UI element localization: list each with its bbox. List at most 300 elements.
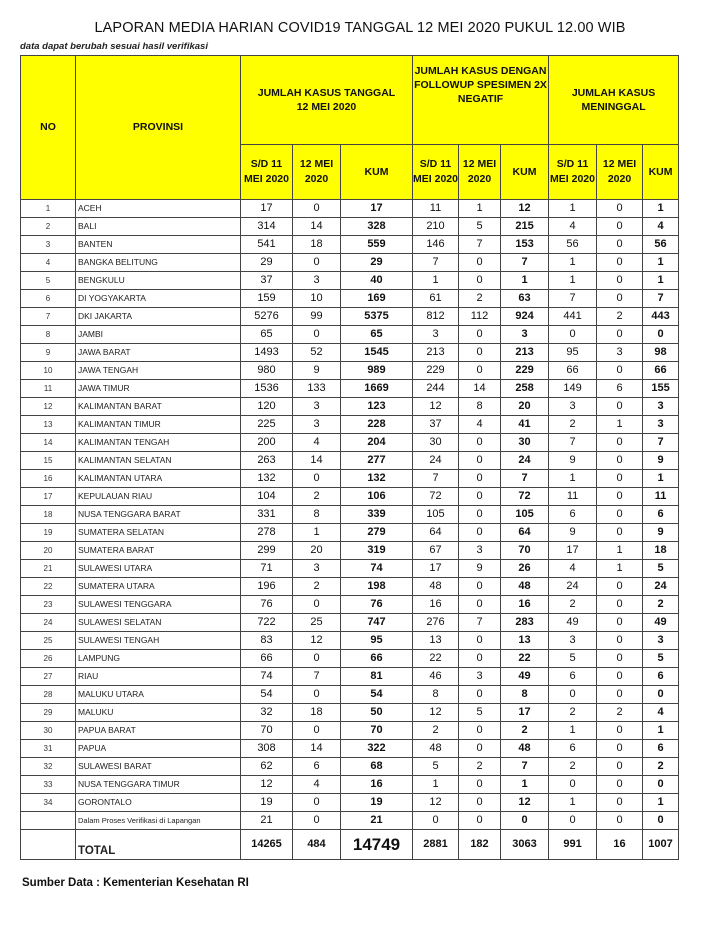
subheader-12-mei: 12 MEI 2020 [293,145,341,200]
data-source: Sumber Data : Kementerian Kesehatan RI [22,877,249,889]
cell-no [21,830,76,860]
cell-kum-negative: 63 [501,290,549,308]
cell-no: 22 [21,578,76,596]
table-row [21,794,679,812]
cell-sd11-deaths: 1 [549,200,597,218]
cell-new-cases: 7 [293,668,341,686]
cell-sd11-cases: 722 [241,614,293,632]
verification-note: data dapat berubah sesuai hasil verifikasi [20,41,208,52]
cell-kum-negative: 7 [501,758,549,776]
cell-new-cases: 2 [293,578,341,596]
cell-new-cases: 0 [293,596,341,614]
cell-sd11-negative: 64 [413,524,459,542]
cell-kum-cases: 328 [341,218,413,236]
cell-provinsi: SULAWESI TENGGARA [76,596,241,614]
cell-kum-deaths: 0 [643,686,679,704]
table-row [21,524,679,542]
cell-kum-cases: 198 [341,578,413,596]
cell-new-deaths: 0 [597,722,643,740]
cell-kum-negative: 48 [501,578,549,596]
cell-kum-cases: 279 [341,524,413,542]
cell-provinsi: SULAWESI BARAT [76,758,241,776]
cell-new-negative: 0 [459,488,501,506]
cell-sd11-cases: 37 [241,272,293,290]
cell-kum-deaths: 1 [643,200,679,218]
cell-new-cases: 3 [293,560,341,578]
cell-sd11-negative: 12 [413,794,459,812]
table-row [21,812,679,830]
cell-sd11-negative: 7 [413,470,459,488]
cell-sd11-deaths: 1 [549,794,597,812]
table-row [21,776,679,794]
cell-no: 10 [21,362,76,380]
cell-kum-deaths: 5 [643,560,679,578]
cell-new-cases: 0 [293,812,341,830]
cell-sd11-deaths: 2 [549,416,597,434]
subheader-kum: KUM [501,145,549,200]
cell-sd11-deaths: 0 [549,326,597,344]
cell-provinsi: NUSA TENGGARA TIMUR [76,776,241,794]
cell-new-deaths: 0 [597,200,643,218]
table-row [21,578,679,596]
cell-sd11-cases: 104 [241,488,293,506]
cell-new-negative: 0 [459,524,501,542]
cell-no: 6 [21,290,76,308]
cell-kum-negative: 64 [501,524,549,542]
cell-new-deaths: 0 [597,758,643,776]
cell-sd11-negative: 11 [413,200,459,218]
cell-sd11-cases: 120 [241,398,293,416]
cell-new-cases: 0 [293,470,341,488]
table-row [21,344,679,362]
table-row [21,434,679,452]
cell-new-cases: 14 [293,452,341,470]
cell-sd11-negative: 0 [413,812,459,830]
cell-provinsi: SULAWESI SELATAN [76,614,241,632]
cell-no: 2 [21,218,76,236]
cell-sd11-deaths: 1 [549,722,597,740]
cell-sd11-negative: 72 [413,488,459,506]
cell-new-deaths: 0 [597,326,643,344]
cell-new-negative: 0 [459,506,501,524]
cell-kum-deaths: 98 [643,344,679,362]
cell-sd11-negative: 61 [413,290,459,308]
cell-no: 23 [21,596,76,614]
cell-new-cases: 6 [293,758,341,776]
cell-sd11-deaths: 95 [549,344,597,362]
cell-sd11-deaths: 6 [549,740,597,758]
table-row [21,596,679,614]
cell-kum-cases: 70 [341,722,413,740]
cell-new-negative: 0 [459,326,501,344]
cell-new-negative: 14 [459,380,501,398]
cell-provinsi: SUMATERA BARAT [76,542,241,560]
cell-sd11-cases: 14265 [241,830,293,860]
cell-sd11-cases: 1536 [241,380,293,398]
cell-new-cases: 3 [293,416,341,434]
cell-kum-negative: 30 [501,434,549,452]
cell-new-negative: 2 [459,758,501,776]
cell-kum-cases: 123 [341,398,413,416]
cell-kum-deaths: 4 [643,704,679,722]
cell-kum-negative: 49 [501,668,549,686]
cell-provinsi: SULAWESI TENGAH [76,632,241,650]
cell-kum-cases: 65 [341,326,413,344]
cell-sd11-deaths: 24 [549,578,597,596]
cell-no: 19 [21,524,76,542]
cell-no: 27 [21,668,76,686]
cell-provinsi: KEPULAUAN RIAU [76,488,241,506]
cell-new-deaths: 0 [597,686,643,704]
cell-provinsi: PAPUA BARAT [76,722,241,740]
cell-provinsi: KALIMANTAN TIMUR [76,416,241,434]
cell-sd11-negative: 105 [413,506,459,524]
cell-kum-cases: 95 [341,632,413,650]
cell-provinsi: KALIMANTAN BARAT [76,398,241,416]
cell-kum-negative: 13 [501,632,549,650]
cell-sd11-cases: 196 [241,578,293,596]
cell-new-deaths: 1 [597,542,643,560]
table-row [21,326,679,344]
cell-sd11-deaths: 3 [549,632,597,650]
cell-new-negative: 1 [459,200,501,218]
cell-new-negative: 0 [459,794,501,812]
cell-new-cases: 4 [293,434,341,452]
cell-new-deaths: 0 [597,452,643,470]
table-row [21,506,679,524]
cell-kum-deaths: 11 [643,488,679,506]
cell-sd11-cases: 225 [241,416,293,434]
cell-kum-cases: 40 [341,272,413,290]
cell-new-negative: 8 [459,398,501,416]
header-group-negative-followup: JUMLAH KASUS DENGAN FOLLOWUP SPESIMEN 2X NEGATIF [413,56,549,145]
cell-sd11-cases: 12 [241,776,293,794]
cell-sd11-deaths: 991 [549,830,597,860]
cell-kum-cases: 339 [341,506,413,524]
table-row [21,362,679,380]
cell-kum-negative: 20 [501,398,549,416]
cell-sd11-cases: 331 [241,506,293,524]
cell-new-cases: 12 [293,632,341,650]
cell-provinsi: KALIMANTAN TENGAH [76,434,241,452]
cell-no: 12 [21,398,76,416]
cell-kum-negative: 8 [501,686,549,704]
cell-kum-cases: 5375 [341,308,413,326]
cell-new-negative: 3 [459,668,501,686]
cell-sd11-negative: 46 [413,668,459,686]
cell-new-negative: 0 [459,686,501,704]
cell-kum-cases: 81 [341,668,413,686]
cell-kum-negative: 72 [501,488,549,506]
cell-provinsi: ACEH [76,200,241,218]
cell-sd11-negative: 146 [413,236,459,254]
cell-sd11-cases: 21 [241,812,293,830]
cell-new-cases: 3 [293,398,341,416]
cell-no: 15 [21,452,76,470]
cell-sd11-cases: 17 [241,200,293,218]
cell-kum-deaths: 0 [643,776,679,794]
cell-sd11-deaths: 0 [549,776,597,794]
subheader-sd-11-mei: S/D 11 MEI 2020 [241,145,293,200]
table-row [21,650,679,668]
cell-no: 25 [21,632,76,650]
cell-no: 20 [21,542,76,560]
cell-kum-cases: 322 [341,740,413,758]
cell-kum-cases: 277 [341,452,413,470]
cell-kum-negative: 153 [501,236,549,254]
cell-kum-negative: 12 [501,200,549,218]
cell-new-deaths: 6 [597,380,643,398]
cell-kum-cases: 228 [341,416,413,434]
cell-kum-deaths: 24 [643,578,679,596]
cell-sd11-deaths: 441 [549,308,597,326]
cell-sd11-negative: 8 [413,686,459,704]
table-row [21,290,679,308]
cell-sd11-negative: 30 [413,434,459,452]
cell-new-negative: 3 [459,542,501,560]
cell-new-deaths: 0 [597,614,643,632]
cell-kum-deaths: 6 [643,506,679,524]
cell-kum-cases: 16 [341,776,413,794]
table-row [21,272,679,290]
cell-sd11-negative: 7 [413,254,459,272]
cell-sd11-negative: 2881 [413,830,459,860]
cell-sd11-negative: 276 [413,614,459,632]
cell-kum-cases: 68 [341,758,413,776]
cell-kum-deaths: 7 [643,290,679,308]
cell-kum-deaths: 3 [643,398,679,416]
header-group-total-cases: JUMLAH KASUS TANGGAL 12 MEI 2020 [241,56,413,145]
table-row [21,740,679,758]
cell-kum-cases: 76 [341,596,413,614]
cell-sd11-negative: 5 [413,758,459,776]
cell-new-deaths: 0 [597,218,643,236]
cell-no: 8 [21,326,76,344]
cell-kum-negative: 17 [501,704,549,722]
cell-sd11-negative: 2 [413,722,459,740]
cell-no: 16 [21,470,76,488]
cell-no: 9 [21,344,76,362]
cell-new-cases: 18 [293,704,341,722]
cell-sd11-cases: 54 [241,686,293,704]
cell-sd11-deaths: 17 [549,542,597,560]
cell-kum-deaths: 18 [643,542,679,560]
cell-sd11-deaths: 66 [549,362,597,380]
cell-new-negative: 0 [459,434,501,452]
cell-provinsi: NUSA TENGGARA BARAT [76,506,241,524]
cell-sd11-deaths: 56 [549,236,597,254]
cell-kum-deaths: 6 [643,740,679,758]
table-row [21,470,679,488]
cell-new-cases: 0 [293,254,341,272]
cell-new-negative: 0 [459,362,501,380]
cell-new-negative: 0 [459,344,501,362]
cell-no: 30 [21,722,76,740]
cell-sd11-cases: 65 [241,326,293,344]
cell-kum-deaths: 1 [643,272,679,290]
cell-sd11-deaths: 1 [549,272,597,290]
cell-new-cases: 0 [293,326,341,344]
cell-sd11-cases: 66 [241,650,293,668]
cell-sd11-negative: 67 [413,542,459,560]
cell-kum-negative: 924 [501,308,549,326]
cell-kum-cases: 106 [341,488,413,506]
cell-provinsi: BALI [76,218,241,236]
cell-sd11-cases: 278 [241,524,293,542]
cell-kum-deaths: 1 [643,794,679,812]
cell-sd11-cases: 132 [241,470,293,488]
cell-new-cases: 9 [293,362,341,380]
cell-kum-deaths: 1 [643,722,679,740]
cell-sd11-deaths: 7 [549,434,597,452]
cell-provinsi: JAWA TENGAH [76,362,241,380]
cell-new-negative: 112 [459,308,501,326]
cell-new-deaths: 0 [597,398,643,416]
cell-sd11-cases: 62 [241,758,293,776]
cell-new-cases: 8 [293,506,341,524]
cell-provinsi: MALUKU UTARA [76,686,241,704]
cell-new-negative: 182 [459,830,501,860]
cell-kum-deaths: 66 [643,362,679,380]
cell-new-cases: 3 [293,272,341,290]
cell-no: 5 [21,272,76,290]
cell-new-deaths: 0 [597,290,643,308]
cell-new-deaths: 2 [597,704,643,722]
cell-new-negative: 0 [459,776,501,794]
table-row [21,560,679,578]
cell-sd11-negative: 13 [413,632,459,650]
cell-new-deaths: 0 [597,794,643,812]
cell-new-deaths: 1 [597,560,643,578]
cell-provinsi: SUMATERA UTARA [76,578,241,596]
cell-sd11-deaths: 4 [549,560,597,578]
cell-sd11-deaths: 49 [549,614,597,632]
cell-sd11-negative: 37 [413,416,459,434]
cell-new-deaths: 16 [597,830,643,860]
cell-sd11-negative: 48 [413,578,459,596]
table-row [21,254,679,272]
cell-sd11-deaths: 7 [549,290,597,308]
cell-new-cases: 99 [293,308,341,326]
cell-new-cases: 484 [293,830,341,860]
cell-kum-deaths: 443 [643,308,679,326]
cell-new-deaths: 0 [597,272,643,290]
cell-sd11-negative: 210 [413,218,459,236]
cell-new-negative: 0 [459,596,501,614]
cell-sd11-cases: 29 [241,254,293,272]
cell-sd11-cases: 5276 [241,308,293,326]
cell-new-deaths: 0 [597,488,643,506]
cell-provinsi: RIAU [76,668,241,686]
cell-kum-deaths: 3 [643,632,679,650]
cell-new-cases: 14 [293,740,341,758]
cell-provinsi: MALUKU [76,704,241,722]
cell-kum-negative: 48 [501,740,549,758]
cell-sd11-deaths: 0 [549,812,597,830]
subheader-12-mei: 12 MEI 2020 [597,145,643,200]
cell-sd11-deaths: 1 [549,254,597,272]
subheader-sd-11-mei: S/D 11 MEI 2020 [413,145,459,200]
cell-kum-deaths: 1 [643,254,679,272]
cell-provinsi: BANGKA BELITUNG [76,254,241,272]
cell-kum-negative: 24 [501,452,549,470]
cell-kum-cases: 21 [341,812,413,830]
cell-kum-negative: 70 [501,542,549,560]
cell-no: 31 [21,740,76,758]
cell-provinsi: SULAWESI UTARA [76,560,241,578]
cell-sd11-cases: 200 [241,434,293,452]
cell-new-cases: 2 [293,488,341,506]
cell-new-deaths: 0 [597,506,643,524]
table-row [21,542,679,560]
cell-provinsi: Dalam Proses Verifikasi di Lapangan [76,812,241,830]
cell-new-negative: 9 [459,560,501,578]
cell-sd11-deaths: 2 [549,758,597,776]
table-row [21,218,679,236]
cell-kum-negative: 22 [501,650,549,668]
cell-kum-deaths: 9 [643,452,679,470]
cell-sd11-cases: 299 [241,542,293,560]
cell-no: 34 [21,794,76,812]
cell-sd11-cases: 19 [241,794,293,812]
cell-new-deaths: 2 [597,308,643,326]
cell-no: 32 [21,758,76,776]
cell-no: 17 [21,488,76,506]
cell-sd11-negative: 22 [413,650,459,668]
cell-provinsi: JAWA TIMUR [76,380,241,398]
table-row [21,488,679,506]
cell-new-cases: 1 [293,524,341,542]
cell-provinsi: TOTAL [76,830,241,860]
cell-kum-cases: 14749 [341,830,413,860]
cell-provinsi: KALIMANTAN UTARA [76,470,241,488]
cell-sd11-deaths: 4 [549,218,597,236]
cell-kum-deaths: 4 [643,218,679,236]
cell-kum-deaths: 7 [643,434,679,452]
cell-no: 29 [21,704,76,722]
cell-kum-negative: 26 [501,560,549,578]
cell-no: 11 [21,380,76,398]
cell-new-deaths: 0 [597,740,643,758]
cell-provinsi: LAMPUNG [76,650,241,668]
cell-kum-cases: 559 [341,236,413,254]
cell-provinsi: JAWA BARAT [76,344,241,362]
cell-sd11-cases: 159 [241,290,293,308]
cell-sd11-negative: 17 [413,560,459,578]
table-row [21,452,679,470]
cell-provinsi: PAPUA [76,740,241,758]
cell-new-deaths: 0 [597,470,643,488]
cell-kum-negative: 16 [501,596,549,614]
cell-new-cases: 0 [293,686,341,704]
cell-new-negative: 5 [459,704,501,722]
subheader-sd-11-mei: S/D 11 MEI 2020 [549,145,597,200]
cell-new-cases: 10 [293,290,341,308]
cell-sd11-deaths: 3 [549,398,597,416]
cell-kum-deaths: 1 [643,470,679,488]
cell-kum-deaths: 56 [643,236,679,254]
cell-kum-cases: 66 [341,650,413,668]
cell-no: 21 [21,560,76,578]
cell-no: 1 [21,200,76,218]
table-row [21,722,679,740]
cell-kum-negative: 2 [501,722,549,740]
table-row [21,686,679,704]
cell-new-deaths: 0 [597,254,643,272]
cell-new-deaths: 0 [597,668,643,686]
cell-kum-negative: 7 [501,470,549,488]
cell-no: 14 [21,434,76,452]
